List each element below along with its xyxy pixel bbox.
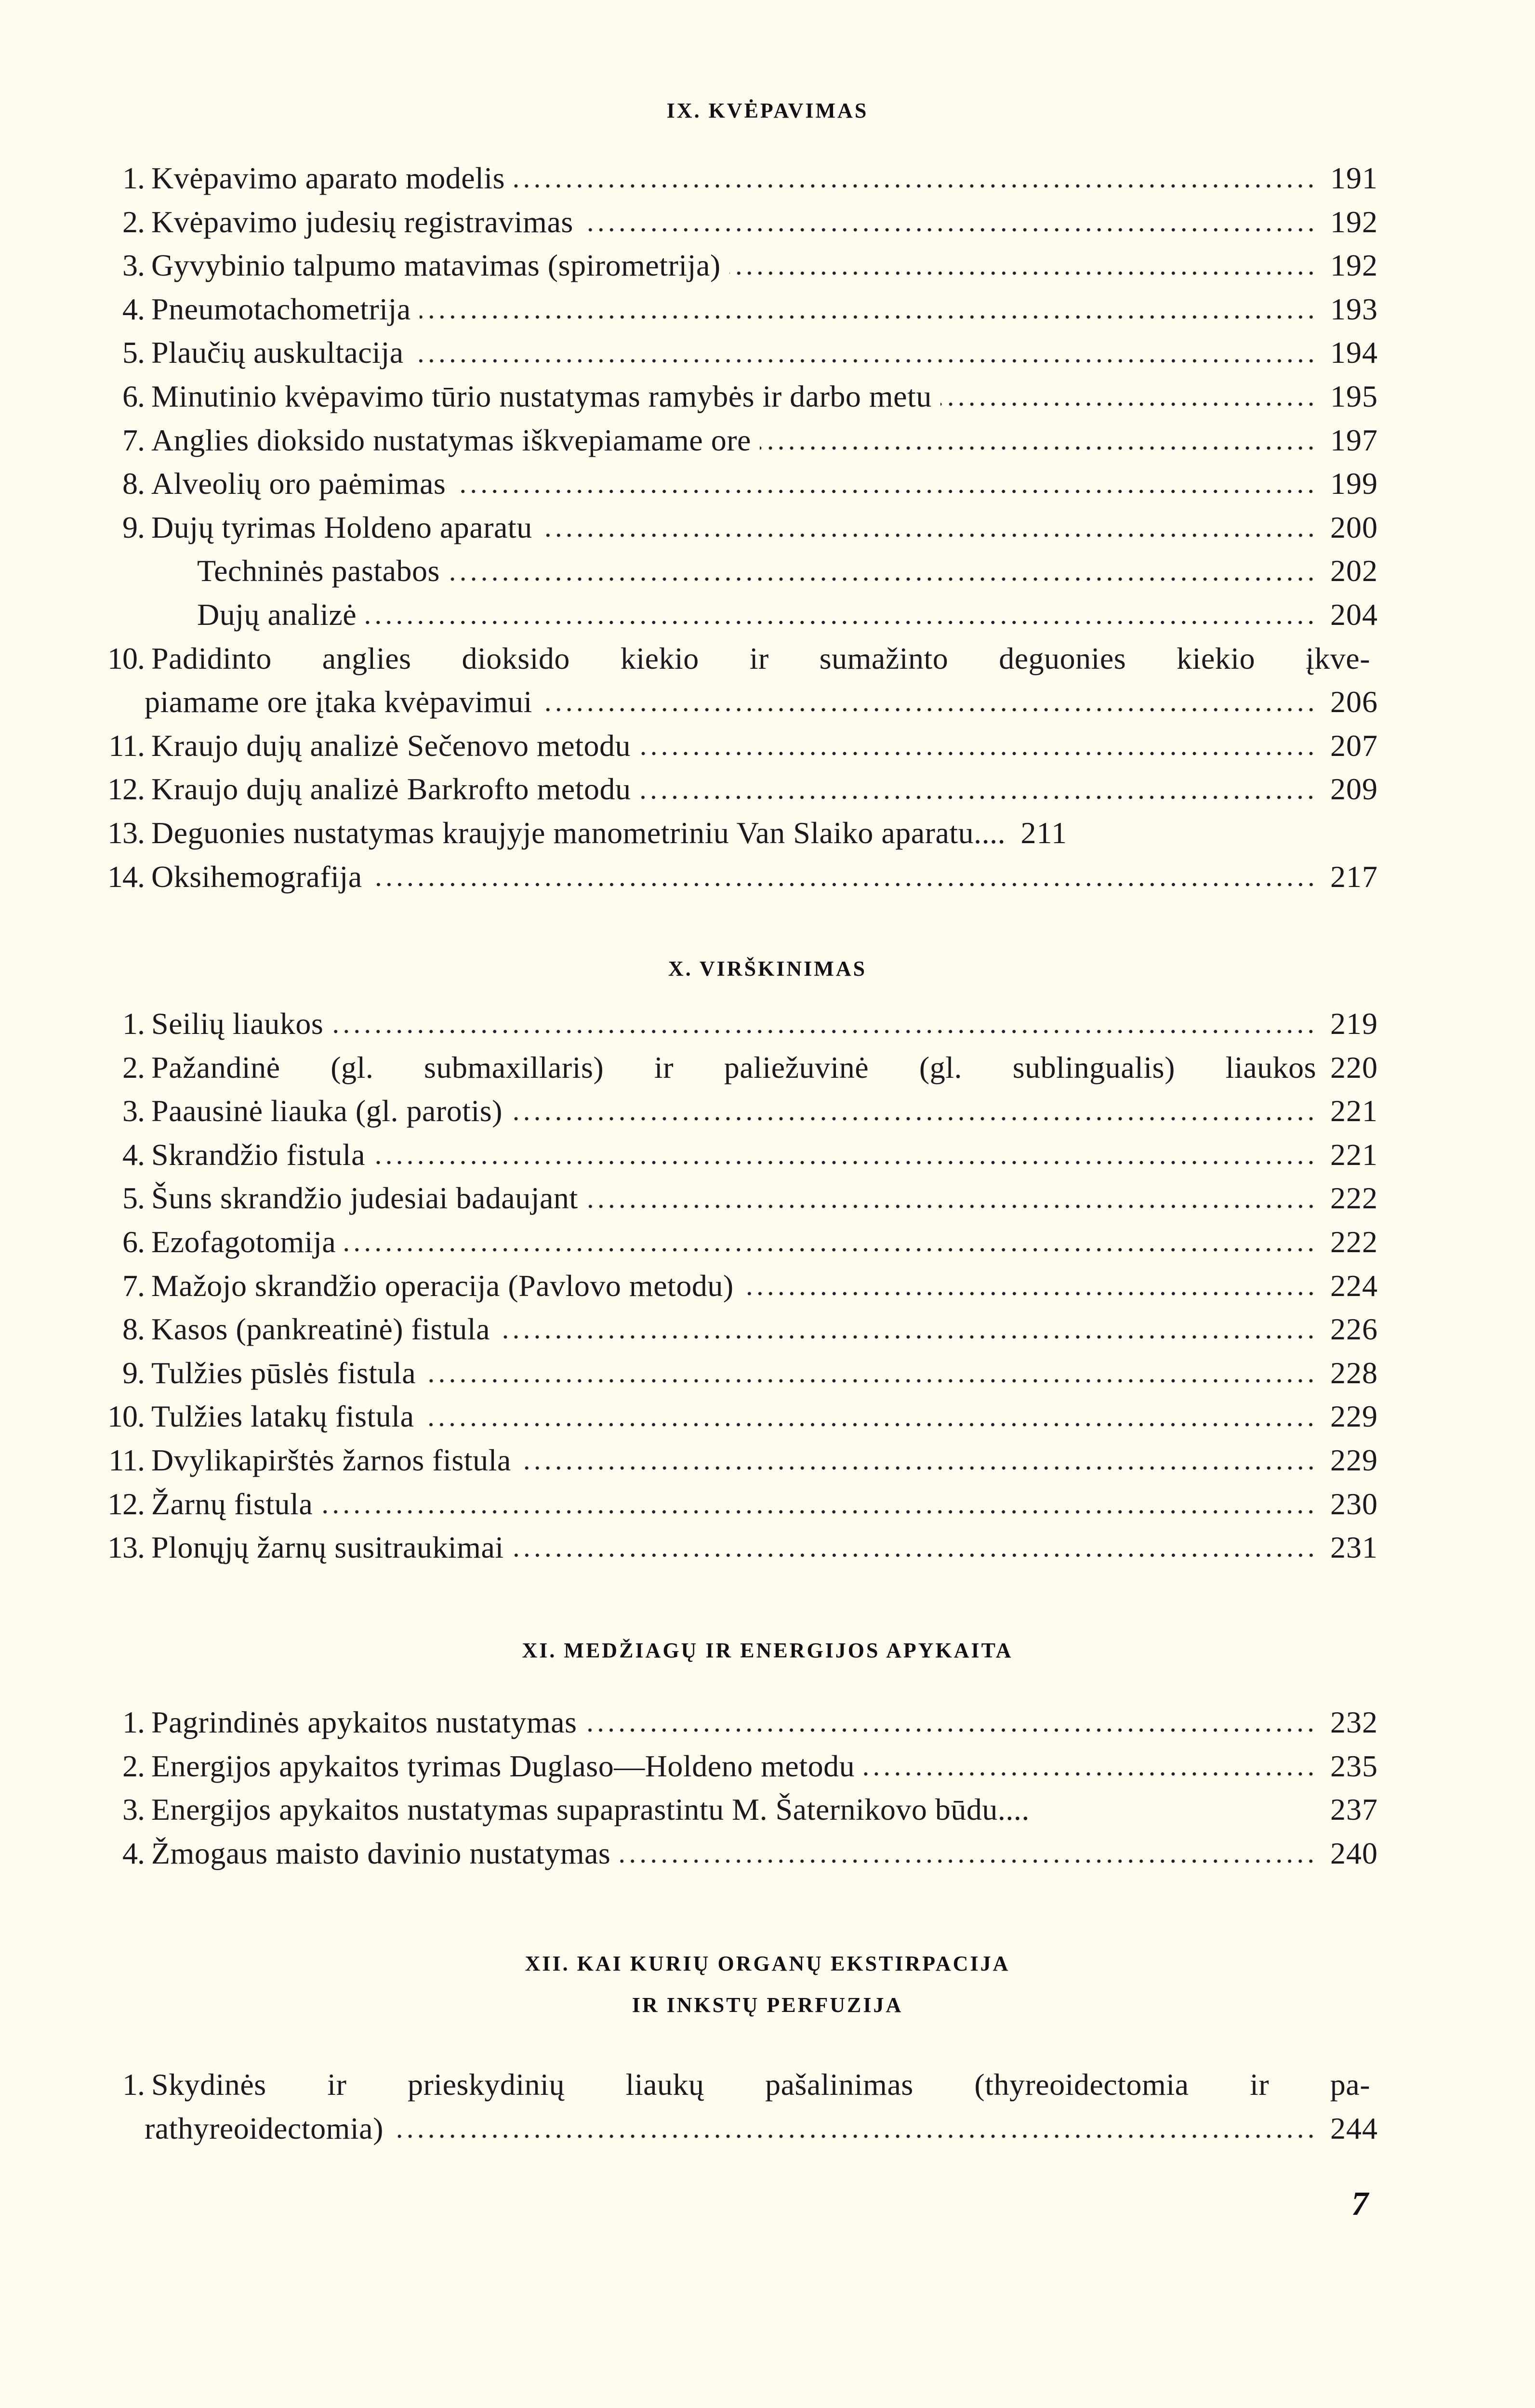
entry-page: 226	[1330, 1312, 1378, 1347]
section-heading: X. VIRŠKINIMAS	[668, 957, 867, 980]
entry-page: 220	[1330, 1050, 1378, 1085]
dot-leader	[863, 1769, 1316, 1779]
entry-title: Žarnų fistula	[151, 1486, 313, 1521]
toc-section-xi	[96, 1701, 1378, 1875]
toc-entry[interactable]	[96, 811, 1378, 855]
entry-number: 5.	[122, 1181, 145, 1216]
entry-number: 2.	[122, 1050, 145, 1085]
entry-page: 240	[1330, 1836, 1378, 1870]
page-number: 7	[1351, 2185, 1368, 2223]
entry-number: 3.	[122, 1792, 145, 1827]
entry-number: 10.	[107, 1399, 145, 1434]
toc-entry[interactable]	[96, 1308, 1378, 1351]
dot-leader	[742, 1289, 1316, 1298]
entry-page: 230	[1330, 1486, 1378, 1521]
toc-entry[interactable]	[96, 1220, 1378, 1264]
entry-page: 224	[1330, 1268, 1378, 1303]
entry-page: 232	[1330, 1705, 1378, 1739]
entry-title: Žmogaus maisto davinio nustatymas	[151, 1836, 611, 1870]
toc-subentry[interactable]	[96, 549, 1378, 593]
entry-number: 4.	[122, 1137, 145, 1172]
dot-leader	[412, 356, 1316, 366]
toc-entry[interactable]	[96, 331, 1378, 375]
entry-title: Gyvybinio talpumo matavimas (spirometrija)	[151, 248, 721, 283]
entry-number: 2.	[122, 204, 145, 239]
entry-page: 200	[1330, 510, 1378, 544]
entry-title: Anglies dioksido nustatymas iškvepiamame ore	[151, 423, 751, 457]
dot-leader	[582, 225, 1316, 235]
entry-page: 199	[1330, 466, 1378, 501]
entry-title: Padidinto anglies dioksido kiekio ir sumažinto deguonies kiekio įkve-	[151, 641, 1370, 675]
entry-page: 221	[1330, 1094, 1378, 1128]
dot-leader	[639, 749, 1316, 758]
entry-page: 192	[1330, 248, 1378, 283]
dot-leader	[520, 1463, 1316, 1473]
toc-entry[interactable]	[96, 1482, 1378, 1526]
toc-entry[interactable]	[96, 1264, 1378, 1308]
entry-title: Dujų tyrimas Holdeno aparatu	[151, 510, 532, 544]
entry-number: 7.	[122, 423, 145, 457]
toc-entry[interactable]	[96, 1089, 1378, 1133]
entry-number: 3.	[122, 248, 145, 283]
entry-number: 5.	[122, 335, 145, 370]
entry-title: Skrandžio fistula	[151, 1137, 365, 1172]
entry-number: 7.	[122, 1268, 145, 1303]
entry-number: 11.	[108, 728, 145, 763]
entry-title: Deguonies nustatymas kraujyje manometriniu Van Slaiko aparatu....	[151, 815, 1006, 850]
entry-title: Oksihemografija	[151, 859, 362, 894]
dot-leader	[392, 2131, 1316, 2141]
toc-entry[interactable]	[96, 1046, 1378, 1090]
entry-page: 194	[1330, 335, 1378, 370]
dot-leader	[499, 1332, 1316, 1342]
entry-title: Minutinio kvėpavimo tūrio nustatymas ramybės ir darbo metu	[151, 379, 932, 413]
dot-leader	[454, 487, 1316, 496]
entry-page: 222	[1330, 1181, 1378, 1216]
entry-title: Plonųjų žarnų susitraukimai	[151, 1530, 504, 1565]
entry-page: 207	[1330, 728, 1378, 763]
dot-leader	[365, 618, 1316, 627]
section-heading-line2: IR INKSTŲ PERFUZIJA	[632, 1993, 903, 2017]
entry-number: 1.	[122, 1006, 145, 1041]
entry-page: 206	[1330, 685, 1378, 719]
entry-number: 13.	[107, 1530, 145, 1565]
toc-entry[interactable]	[96, 419, 1378, 463]
toc-entry-continuation[interactable]	[96, 680, 1378, 724]
entry-number: 4.	[122, 291, 145, 326]
entry-number: 6.	[122, 1224, 145, 1259]
entry-title: Dvylikapirštės žarnos fistula	[151, 1442, 511, 1477]
entry-page: 219	[1330, 1006, 1378, 1041]
entry-title: Dujų analizė	[197, 597, 357, 632]
entry-page: 228	[1330, 1355, 1378, 1390]
entry-page: 221	[1330, 1137, 1378, 1172]
dot-leader	[639, 793, 1316, 802]
toc-entry[interactable]	[96, 288, 1378, 331]
entry-title: Šuns skrandžio judesiai badaujant	[151, 1181, 578, 1216]
dot-leader	[449, 574, 1316, 584]
dot-leader	[541, 530, 1316, 540]
entry-title: Skydinės ir prieskydinių liaukų pašalinimas (thyreoidectomia ir pa-	[151, 2067, 1370, 2102]
dot-leader	[423, 1420, 1316, 1429]
entry-title: Paausinė liauka (gl. parotis)	[151, 1094, 503, 1128]
entry-number: 8.	[122, 466, 145, 501]
toc-entry[interactable]	[96, 855, 1378, 899]
section-heading: IX. KVĖPAVIMAS	[666, 99, 869, 122]
entry-page: 192	[1330, 204, 1378, 239]
entry-page: 211	[1020, 815, 1068, 850]
toc-entry[interactable]	[96, 724, 1378, 768]
dot-leader	[514, 181, 1316, 191]
toc-entry[interactable]	[96, 1002, 1378, 1046]
dot-leader	[513, 1550, 1316, 1560]
entry-page: 191	[1330, 161, 1378, 195]
toc-entry[interactable]	[96, 200, 1378, 244]
toc-entry[interactable]	[96, 637, 1378, 681]
entry-page: 229	[1330, 1399, 1378, 1434]
entry-title: Pažandinė (gl. submaxillaris) ir paliežuvinė (gl. sublingualis) liaukos	[151, 1050, 1316, 1085]
toc-entry[interactable]	[96, 462, 1378, 506]
entry-number: 3.	[122, 1094, 145, 1128]
dot-leader	[424, 1376, 1316, 1386]
entry-title: Kvėpavimo aparato modelis	[151, 161, 505, 195]
toc-entry[interactable]	[96, 1832, 1378, 1876]
entry-page: 209	[1330, 772, 1378, 807]
dot-leader	[541, 705, 1316, 714]
entry-number: 12.	[107, 772, 145, 807]
entry-number: 9.	[122, 510, 145, 544]
toc-entry[interactable]	[96, 157, 1378, 200]
toc-entry[interactable]	[96, 1395, 1378, 1439]
entry-number: 11.	[108, 1442, 145, 1477]
toc-entry[interactable]	[96, 767, 1378, 811]
entry-title: Pneumotachometrija	[151, 291, 411, 326]
toc-entry-continuation[interactable]	[96, 2107, 1378, 2151]
entry-page: 235	[1330, 1748, 1378, 1783]
entry-number: 14.	[107, 859, 145, 894]
entry-page: 237	[1330, 1792, 1378, 1827]
entry-title: Tulžies pūslės fistula	[151, 1355, 416, 1390]
section-heading: XII. KAI KURIŲ ORGANŲ EKSTIRPACIJA	[525, 1952, 1010, 1975]
entry-page: 204	[1330, 597, 1378, 632]
entry-title: Alveolių oro paėmimas	[151, 466, 446, 501]
entry-page: 244	[1330, 2111, 1378, 2145]
dot-leader	[587, 1202, 1316, 1211]
entry-title: Energijos apykaitos tyrimas Duglaso—Holdeno metodu	[151, 1748, 855, 1783]
toc-entry[interactable]	[96, 2063, 1378, 2107]
toc-entry[interactable]	[96, 506, 1378, 550]
entry-number: 1.	[122, 161, 145, 195]
entry-number: 4.	[122, 1836, 145, 1870]
entry-title: Kraujo dujų analizė Barkrofto metodu	[151, 772, 631, 807]
toc-entry[interactable]	[96, 1701, 1378, 1745]
section-heading: XI. MEDŽIAGŲ IR ENERGIJOS APYKAITA	[522, 1639, 1013, 1662]
dot-leader	[619, 1856, 1316, 1866]
entry-page: 222	[1330, 1224, 1378, 1259]
entry-number: 6.	[122, 379, 145, 413]
dot-leader	[332, 1027, 1316, 1036]
entry-number: 13.	[107, 815, 145, 850]
entry-title: Tulžies latakų fistula	[151, 1399, 414, 1434]
entry-title-continuation: rathyreoidectomia)	[145, 2111, 384, 2145]
entry-page: 217	[1330, 859, 1378, 894]
entry-number: 1.	[122, 2067, 145, 2102]
entry-page: 197	[1330, 423, 1378, 457]
entry-number: 10.	[107, 641, 145, 675]
toc-entry[interactable]	[96, 1526, 1378, 1570]
entry-number: 12.	[107, 1486, 145, 1521]
entry-title: Kvėpavimo judesių registravimas	[151, 204, 573, 239]
dot-leader	[371, 880, 1316, 889]
toc-entry[interactable]	[96, 244, 1378, 288]
dot-leader	[374, 1158, 1316, 1167]
entry-title: Mažojo skrandžio operacija (Pavlovo metodu)	[151, 1268, 734, 1303]
entry-title: Kraujo dujų analizė Sečenovo metodu	[151, 728, 631, 763]
toc-entry[interactable]	[96, 1788, 1378, 1832]
entry-page: 202	[1330, 554, 1378, 588]
entry-title: Plaučių auskultacija	[151, 335, 404, 370]
dot-leader	[729, 268, 1316, 278]
entry-number: 9.	[122, 1355, 145, 1390]
entry-title: Energijos apykaitos nustatymas supaprastintu M. Šaternikovo būdu....	[151, 1792, 1030, 1827]
dot-leader	[321, 1507, 1316, 1517]
toc-section-x	[96, 1002, 1378, 1570]
entry-page: 195	[1330, 379, 1378, 413]
toc-entry[interactable]	[96, 1133, 1378, 1177]
toc-section-ix	[96, 157, 1378, 899]
entry-title: Ezofagotomija	[151, 1224, 336, 1259]
toc-entry[interactable]	[96, 1351, 1378, 1395]
entry-page: 229	[1330, 1442, 1378, 1477]
dot-leader	[511, 1114, 1316, 1124]
toc-section-xii	[96, 2063, 1378, 2150]
entry-title: Techninės pastabos	[197, 554, 440, 588]
toc-entry[interactable]	[96, 1439, 1378, 1482]
entry-title: Kasos (pankreatinė) fistula	[151, 1312, 490, 1347]
toc-entry[interactable]	[96, 1745, 1378, 1788]
entry-number: 2.	[122, 1748, 145, 1783]
entry-title: Pagrindinės apykaitos nustatymas	[151, 1705, 577, 1739]
toc-subentry[interactable]	[96, 593, 1378, 637]
entry-number: 1.	[122, 1705, 145, 1739]
dot-leader	[940, 399, 1316, 409]
entry-page: 193	[1330, 291, 1378, 326]
dot-leader	[760, 443, 1316, 453]
entry-title-continuation: piamame ore įtaka kvėpavimui	[145, 685, 532, 719]
toc-entry[interactable]	[96, 1177, 1378, 1220]
entry-title: Seilių liaukos	[151, 1006, 324, 1041]
toc-entry[interactable]	[96, 375, 1378, 419]
entry-page: 231	[1330, 1530, 1378, 1565]
dot-leader	[420, 312, 1316, 322]
dot-leader	[344, 1245, 1316, 1255]
dot-leader	[585, 1725, 1316, 1735]
entry-number: 8.	[122, 1312, 145, 1347]
